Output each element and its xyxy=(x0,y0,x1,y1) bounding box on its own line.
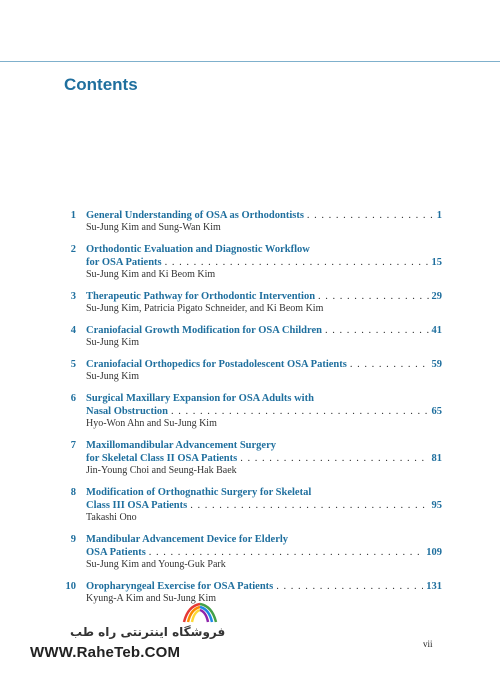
chapter-title[interactable]: Class III OSA Patients xyxy=(86,500,188,511)
chapter-page-number[interactable]: 15 xyxy=(431,257,442,268)
chapter-title[interactable]: Surgical Maxillary Expansion for OSA Adults with xyxy=(86,393,314,404)
chapter-title[interactable]: Oropharyngeal Exercise for OSA Patients xyxy=(86,581,274,592)
chapter-authors: Takashi Ono xyxy=(86,512,137,523)
chapter-number: 10 xyxy=(65,581,76,592)
chapter-authors: Su-Jung Kim xyxy=(86,371,140,382)
chapter-number: 8 xyxy=(70,487,76,498)
chapter-page-number[interactable]: 81 xyxy=(431,453,442,464)
chapter-title[interactable]: Mandibular Advancement Device for Elderly xyxy=(86,534,289,545)
chapter-title[interactable]: Modification of Orthognathic Surgery for Skeletal xyxy=(86,487,312,498)
chapter-number: 2 xyxy=(70,244,76,255)
toc-entry[interactable] xyxy=(62,324,442,349)
chapter-title[interactable]: Orthodontic Evaluation and Diagnostic Workflow xyxy=(86,244,310,255)
table-of-contents xyxy=(62,209,442,614)
chapter-page-number[interactable]: 109 xyxy=(426,547,442,558)
toc-entry[interactable] xyxy=(62,392,442,430)
chapter-number: 9 xyxy=(70,534,76,545)
chapter-title[interactable]: Nasal Obstruction xyxy=(86,406,168,417)
chapter-number: 7 xyxy=(70,440,76,451)
leader-dots xyxy=(318,290,428,303)
toc-entry[interactable] xyxy=(62,243,442,281)
toc-entry[interactable] xyxy=(62,439,442,477)
chapter-authors: Su-Jung Kim and Sung-Wan Kim xyxy=(86,222,221,233)
chapter-title[interactable]: OSA Patients xyxy=(86,547,146,558)
chapter-title[interactable]: for Skeletal Class II OSA Patients xyxy=(86,453,238,464)
chapter-page-number[interactable]: 95 xyxy=(431,500,442,511)
chapter-authors: Su-Jung Kim xyxy=(86,337,140,348)
chapter-page-number[interactable]: 41 xyxy=(431,325,442,336)
chapter-authors: Kyung-A Kim and Su-Jung Kim xyxy=(86,593,216,604)
leader-dots xyxy=(307,209,434,222)
chapter-title[interactable]: Therapeutic Pathway for Orthodontic Intervention xyxy=(86,291,316,302)
leader-dots xyxy=(165,256,429,269)
chapter-page-number[interactable]: 1 xyxy=(436,210,442,221)
chapter-page-number[interactable]: 29 xyxy=(431,291,442,302)
leader-dots xyxy=(171,405,429,418)
chapter-number: 1 xyxy=(70,210,76,221)
chapter-number: 3 xyxy=(70,291,76,302)
chapter-authors: Hyo-Won Ahn and Su-Jung Kim xyxy=(86,418,217,429)
chapter-authors: Su-Jung Kim, Patricia Pigato Schneider, and Ki Beom Kim xyxy=(86,303,324,314)
chapter-page-number[interactable]: 59 xyxy=(431,359,442,370)
chapter-authors: Jin-Young Choi and Seung-Hak Baek xyxy=(86,465,237,476)
leader-dots xyxy=(350,358,429,371)
toc-entry[interactable] xyxy=(62,209,442,234)
toc-entry[interactable] xyxy=(62,486,442,524)
watermark-logo xyxy=(30,600,230,670)
leader-dots xyxy=(240,452,428,465)
page-title: Contents xyxy=(64,75,138,94)
chapter-title[interactable]: Maxillomandibular Advancement Surgery xyxy=(86,440,276,451)
chapter-number: 4 xyxy=(70,325,76,336)
chapter-title[interactable]: Craniofacial Orthopedics for Postadolescent OSA Patients xyxy=(86,359,347,370)
chapter-title[interactable]: General Understanding of OSA as Orthodontists xyxy=(86,210,304,221)
leader-dots xyxy=(325,324,429,337)
watermark-url: WWW.RaheTeb.COM xyxy=(30,644,181,661)
chapter-title[interactable]: Craniofacial Growth Modification for OSA Children xyxy=(86,325,322,336)
chapter-number: 5 xyxy=(70,359,76,370)
leader-dots xyxy=(149,546,423,559)
chapter-authors: Su-Jung Kim and Ki Beom Kim xyxy=(86,269,216,280)
watermark-persian-text: فروشگاه اینترنتی راه طب xyxy=(70,625,226,639)
top-rule xyxy=(0,61,500,62)
chapter-page-number[interactable]: 131 xyxy=(426,581,442,592)
chapter-title[interactable]: for OSA Patients xyxy=(86,257,162,268)
page-number: vii xyxy=(423,639,433,649)
book-rainbow-icon xyxy=(180,602,220,624)
leader-dots xyxy=(276,580,423,593)
chapter-authors: Su-Jung Kim and Young-Guk Park xyxy=(86,559,226,570)
leader-dots xyxy=(190,499,428,512)
chapter-number: 6 xyxy=(70,393,76,404)
toc-entry[interactable] xyxy=(62,533,442,571)
toc-entry[interactable] xyxy=(62,358,442,383)
toc-entry[interactable] xyxy=(62,290,442,315)
chapter-page-number[interactable]: 65 xyxy=(431,406,442,417)
